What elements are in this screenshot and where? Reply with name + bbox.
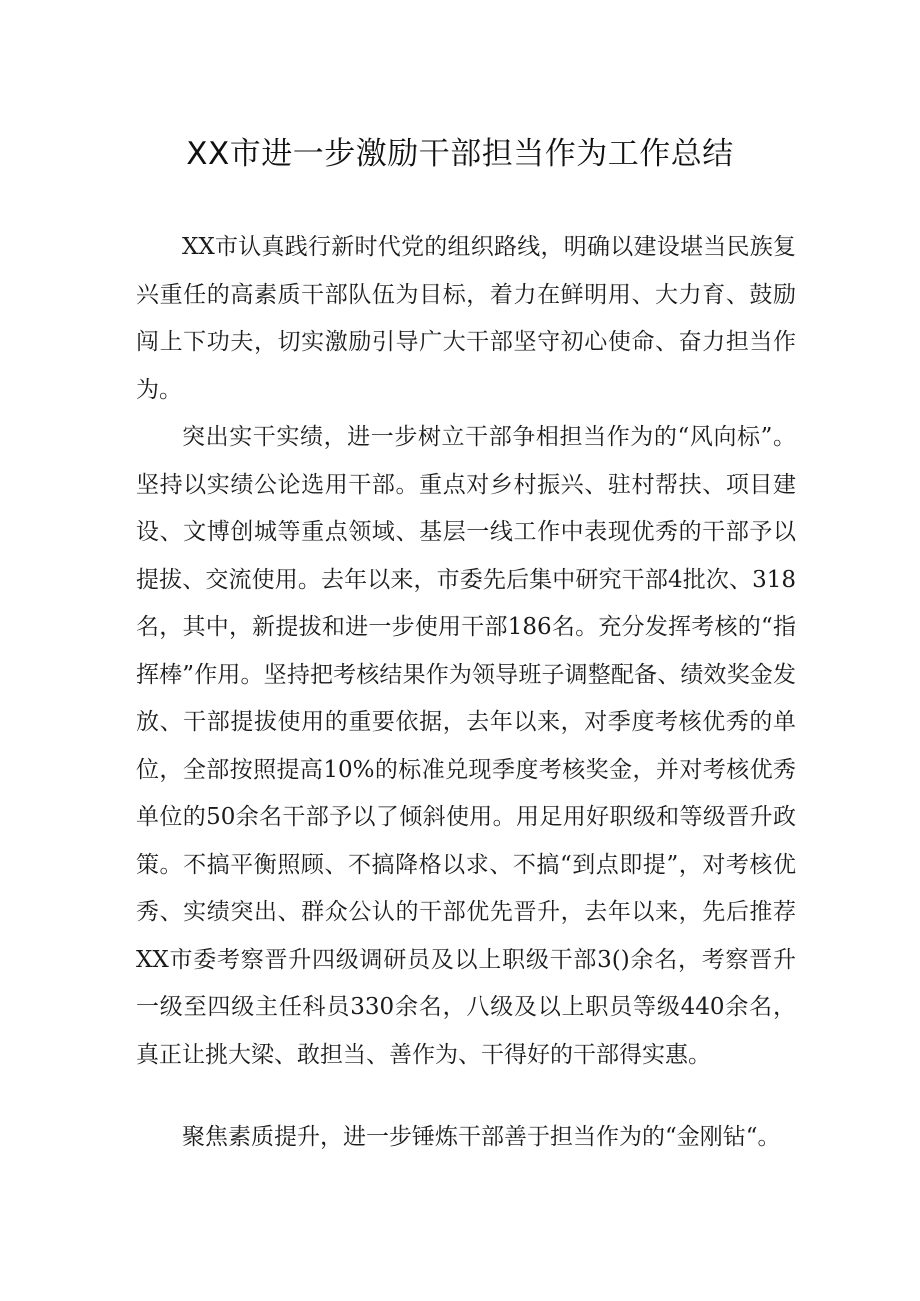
paragraph-intro: XX市认真践行新时代党的组织路线，明确以建设堪当民族复兴重任的高素质干部队伍为目标，着力在鲜明用、大力育、鼓励闯上下功夫，切实激励引导广大干部坚守初心使命、奋力担当作为。	[136, 234, 796, 403]
document-title: XX市进一步激励干部担当作为工作总结	[186, 136, 734, 172]
paragraph-performance: 突出实干实绩，进一步树立干部争相担当作为的“风向标”。坚持以实绩公论选用干部。重点对乡村振兴、驻村帮扶、项目建设、文博创城等重点领域、基层一线工作中表现优秀的干部予以提拔、交流使用。去年以来，市委先后集中研究干部4批次、318名，其中，新提拔和进一步使用干部186名。充分发挥考核的“指挥棒”作用。坚持把考核结果作为领导班子调整配备、绩效奖金发放、干部提拔使用的重要依据，去年以来，对季度考核优秀的单位，全部按照提高10%的标准兑现季度考核奖金，并对考核优秀单位的50余名干部予以了倾斜使用。用足用好职级和等级晋升政策。不搞平衡照顾、不搞降格以求、不搞“到点即提”，对考核优秀、实绩突出、群众公认的干部优先晋升，去年以来，先后推荐XX市委考察晋升四级调研员及以上职级干部3()余名，考察晋升一级至四级主任科员330余名，八级及以上职员等级440余名，真正让挑大梁、敢担当、善作为、干得好的干部得实惠。	[136, 424, 796, 1068]
paragraph-quality: 聚焦素质提升，进一步锤炼干部善于担当作为的“金刚钻“。	[182, 1124, 781, 1150]
